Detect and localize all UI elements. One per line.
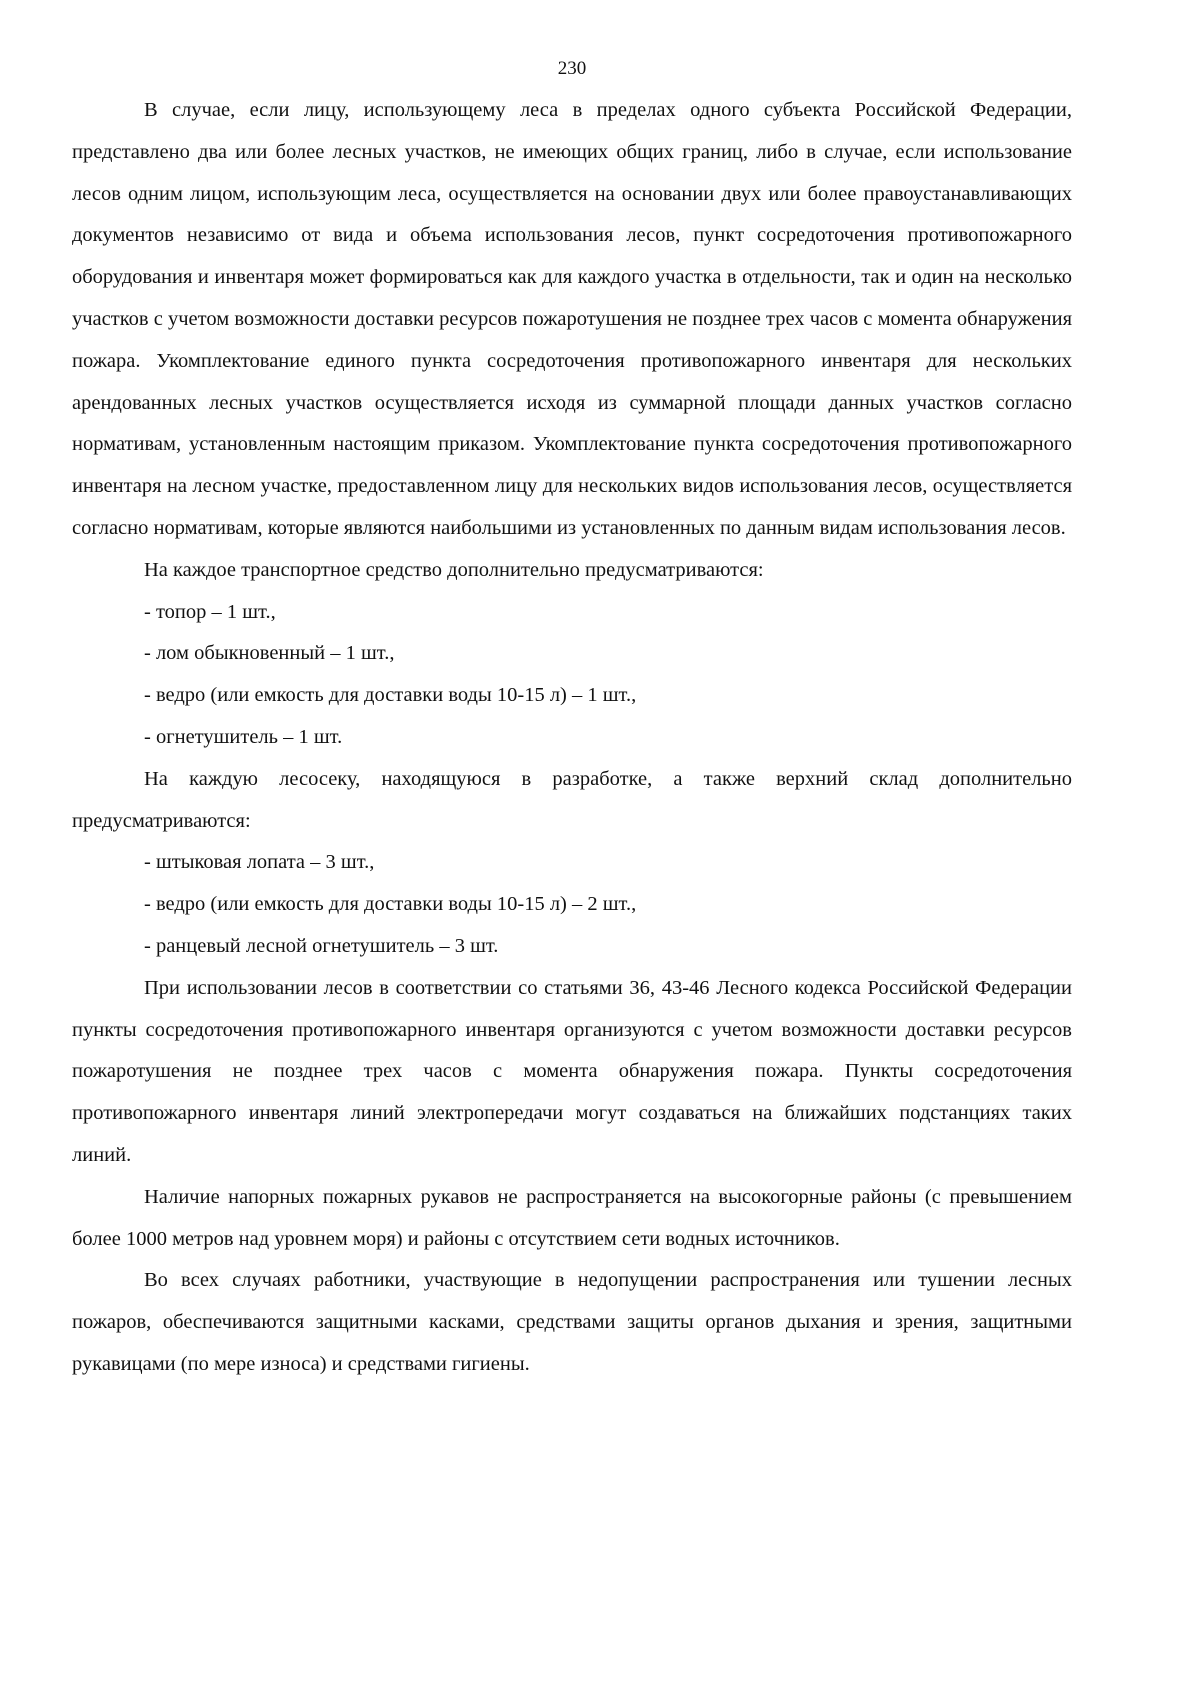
- list-item: - лом обыкновенный – 1 шт.,: [144, 642, 395, 665]
- list-item: - ведро (или емкость для доставки воды 10-15 л) – 2 шт.,: [144, 893, 637, 916]
- page-number: 230: [557, 58, 587, 79]
- vehicle-equipment-list: [72, 592, 1072, 759]
- list-item: - ведро (или емкость для доставки воды 10-15 л) – 1 шт.,: [144, 684, 637, 707]
- paragraph-fire-hoses: Наличие напорных пожарных рукавов не распространяется на высокогорные районы (с превышением более 1000 метров над уровнем моря) и районы с отсутствием сети водных источников.: [72, 1185, 1072, 1250]
- list-item: - топор – 1 шт.,: [144, 600, 276, 623]
- paragraph-forest-code-articles: При использовании лесов в соответствии со статьями 36, 43-46 Лесного кодекса Российской Федерации пункты сосредоточения противопожарного инвентаря организуются с учетом возможности доставки ресурсов пожаротушения не позднее трех часов с момента обнаружения пожара. Пункты сосредоточения противопожарного инвентаря линий электропередачи могут создаваться на ближайших подстанциях таких линий.: [72, 976, 1072, 1166]
- list-item: - огнетушитель – 1 шт.: [144, 725, 343, 748]
- document-page: [72, 52, 1072, 1386]
- paragraph-vehicle-equipment: На каждое транспортное средство дополнительно предусматриваются:: [144, 558, 764, 581]
- paragraph-worker-protection: Во всех случаях работники, участвующие в недопущении распространения или тушении лесных пожаров, обеспечиваются защитными касками, средствами защиты органов дыхания и зрения, защитными рукавицами (по мере износа) и средствами гигиены.: [72, 1269, 1072, 1375]
- paragraph-logging-site-equipment: На каждую лесосеку, находящуюся в разработке, а также верхний склад дополнительно предусматриваются:: [72, 767, 1072, 832]
- list-item: - ранцевый лесной огнетушитель – 3 шт.: [144, 934, 499, 957]
- logging-site-equipment-list: [72, 842, 1072, 967]
- paragraph-multiple-plots: В случае, если лицу, использующему леса в пределах одного субъекта Российской Федерации, представлено два или более лесных участков, не имеющих общих границ, либо в случае, если использование лесов одним лицом, использующим леса, осуществляется на основании двух или более правоустанавливающих документов независимо от вида и объема использования лесов, пункт сосредоточения противопожарного оборудования и инвентаря может формироваться как для каждого участка в отдельности, так и один на несколько участков с учетом возможности доставки ресурсов пожаротушения не позднее трех часов с момента обнаружения пожара. Укомплектование единого пункта сосредоточения противопожарного инвентаря для нескольких арендованных лесных участков осуществляется исходя из суммарной площади данных участков согласно нормативам, установленным настоящим приказом. Укомплектование пункта сосредоточения противопожарного инвентаря на лесном участке, предоставленном лицу для нескольких видов использования лесов, осуществляется согласно нормативам, которые являются наибольшими из установленных по данным видам использования лесов.: [72, 99, 1072, 539]
- list-item: - штыковая лопата – 3 шт.,: [144, 851, 375, 874]
